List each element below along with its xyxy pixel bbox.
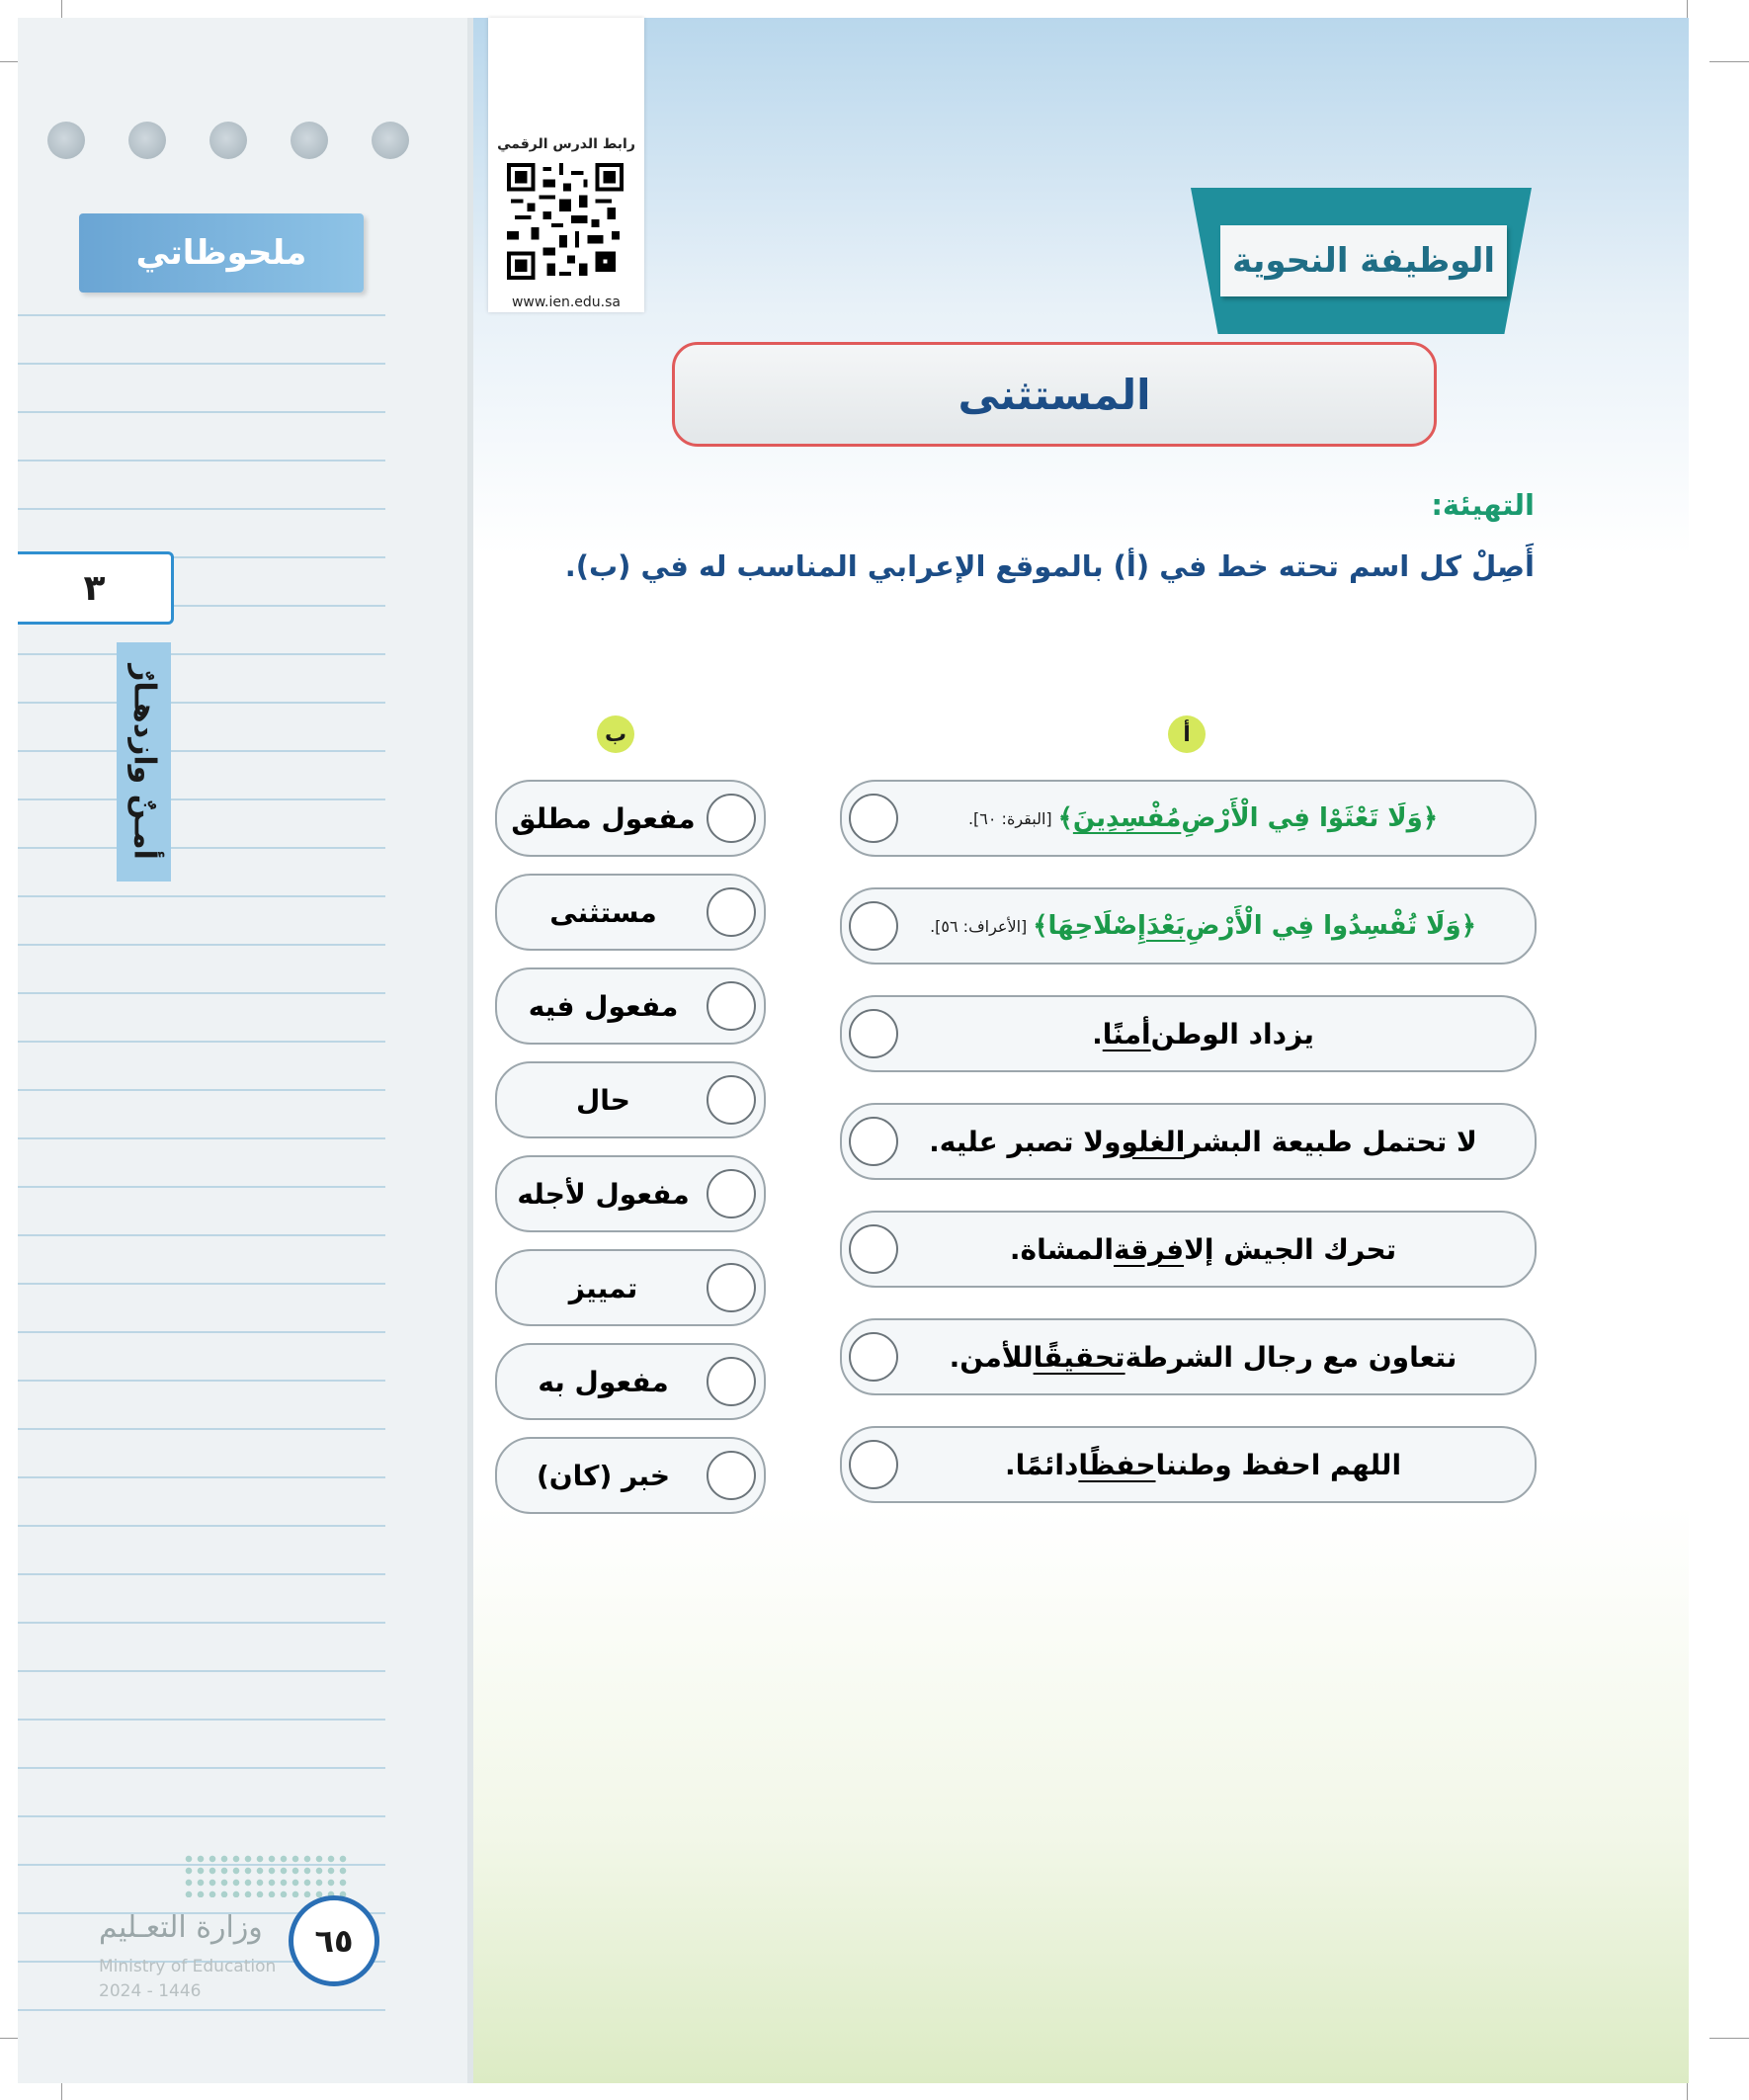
column-b-item[interactable] (495, 1061, 766, 1138)
ruled-line (18, 1186, 385, 1188)
ruled-line (18, 992, 385, 994)
match-circle[interactable] (849, 1009, 898, 1058)
sentence-after: إِصْلَاحِهَا﴾ (1033, 911, 1146, 941)
column-b-label: مفعول لأجله (517, 1177, 690, 1211)
ruled-line (18, 1041, 385, 1043)
ruled-line (18, 411, 385, 413)
match-circle[interactable] (849, 1117, 898, 1166)
unit-ribbon (117, 642, 171, 882)
ministry-name-ar: وزارة التعـليم (99, 1910, 263, 1945)
underlined-word: حفظًا (1078, 1448, 1156, 1481)
column-a-text (911, 1213, 1495, 1286)
sentence-after: للأمن. (949, 1340, 1034, 1374)
unit-number: ٣ (18, 551, 174, 625)
ruled-line (18, 1331, 385, 1333)
ruled-line (18, 1283, 385, 1285)
match-circle[interactable] (849, 901, 898, 951)
column-a-item[interactable] (840, 1426, 1537, 1503)
column-a-item[interactable] (840, 1211, 1537, 1288)
column-a-item[interactable] (840, 887, 1537, 965)
unit-title: أمـنٌ وازدهـارٌ (126, 664, 161, 860)
lesson-title: المستثنى (672, 342, 1437, 447)
match-circle[interactable] (707, 1451, 756, 1500)
ruled-line (18, 1815, 385, 1817)
ruled-line (18, 1137, 385, 1139)
binder-hole (47, 122, 85, 159)
qr-code-icon[interactable] (507, 158, 624, 285)
ruled-line (18, 1719, 385, 1721)
section-banner (1191, 188, 1532, 334)
match-circle[interactable] (707, 1357, 756, 1406)
column-b-item[interactable] (495, 1437, 766, 1514)
ruled-line (18, 314, 385, 316)
column-a-text (911, 1428, 1495, 1501)
underlined-word: الغلو (1121, 1125, 1186, 1158)
sentence-before: اللهم احفظ وطننا (1155, 1448, 1402, 1481)
ruled-line (18, 1670, 385, 1672)
ruled-line (18, 1234, 385, 1236)
binder-hole (209, 122, 247, 159)
underlined-word: مُفْسِدِينَ (1072, 803, 1182, 833)
column-a-text (911, 1105, 1495, 1178)
column-b-label: حال (576, 1083, 630, 1117)
match-circle[interactable] (707, 887, 756, 937)
underlined-word: أمنًا (1102, 1017, 1151, 1050)
exercise-instruction: أَصِلْ كل اسم تحته خط في (أ) بالموقع الإعرابي المناسب له في (ب). (564, 549, 1535, 583)
column-b-label: ب (597, 715, 634, 753)
column-a-text (911, 782, 1495, 855)
sentence-before: ﴿وَلَا تَعْثَوْا فِي الْأَرْضِ (1181, 803, 1439, 833)
underlined-word: تحقيقًا (1033, 1340, 1125, 1374)
ruled-line (18, 1573, 385, 1575)
qr-card[interactable] (488, 18, 644, 312)
underlined-word: بَعْدَ (1145, 911, 1186, 941)
sentence-after: ﴾ (1057, 803, 1073, 833)
ruled-line (18, 508, 385, 510)
edition-year: 2024 - 1446 (99, 1981, 202, 2001)
ruled-line (18, 1380, 385, 1382)
ruled-line (18, 363, 385, 365)
ruled-line (18, 798, 385, 800)
column-b-item[interactable] (495, 874, 766, 951)
binder-hole (128, 122, 166, 159)
warmup-label: التهيئة: (1431, 488, 1535, 522)
sentence-before: لا تحتمل طبيعة البشر (1185, 1125, 1477, 1158)
ministry-name-en: Ministry of Education (99, 1957, 277, 1976)
verse-reference: [الأعراف: ٥٦]. (930, 916, 1028, 936)
match-circle[interactable] (707, 1075, 756, 1125)
column-b-label: مستثنى (549, 895, 657, 929)
notes-tab: ملحوظاتي (79, 213, 364, 293)
ruled-line (18, 944, 385, 946)
verse-reference: [البقرة: ٦٠]. (967, 808, 1052, 828)
match-circle[interactable] (849, 794, 898, 843)
ruled-line (18, 1476, 385, 1478)
underlined-word: فرقة (1113, 1232, 1185, 1266)
column-b-label: مفعول مطلق (511, 801, 696, 835)
column-b-item[interactable] (495, 780, 766, 857)
ruled-line (18, 1622, 385, 1624)
column-b-label: مفعول فيه (528, 989, 679, 1023)
binder-hole (372, 122, 409, 159)
match-circle[interactable] (707, 981, 756, 1031)
column-a-item[interactable] (840, 1103, 1537, 1180)
column-b-label: خبر (كان) (536, 1459, 671, 1492)
sentence-before: ﴿وَلَا تُفْسِدُوا فِي الْأَرْضِ (1185, 911, 1476, 941)
column-b-item[interactable] (495, 1249, 766, 1326)
ruled-line (18, 847, 385, 849)
ministry-dots-icon (183, 1853, 351, 1897)
sentence-before: تحرك الجيش إلا (1184, 1232, 1397, 1266)
binder-hole (291, 122, 328, 159)
ruled-line (18, 1767, 385, 1769)
ruled-line (18, 1428, 385, 1430)
ruled-line (18, 460, 385, 462)
column-b-item[interactable] (495, 967, 766, 1045)
match-circle[interactable] (707, 1263, 756, 1312)
sentence-after: . (1092, 1017, 1103, 1050)
column-b-item[interactable] (495, 1343, 766, 1420)
match-circle[interactable] (849, 1224, 898, 1274)
column-b-label: مفعول به (538, 1365, 669, 1398)
sentence-after: المشاة. (1009, 1232, 1114, 1266)
ruled-line (18, 1525, 385, 1527)
column-a-text (911, 1320, 1495, 1393)
sentence-before: نتعاون مع رجال الشرطة (1124, 1340, 1458, 1374)
column-a-text (911, 889, 1495, 963)
match-circle[interactable] (707, 1169, 756, 1218)
notes-sidebar (18, 18, 473, 2083)
match-circle[interactable] (849, 1332, 898, 1382)
ruled-line (18, 653, 385, 655)
match-circle[interactable] (849, 1440, 898, 1489)
sentence-before: يزداد الوطن (1150, 1017, 1314, 1050)
match-circle[interactable] (707, 794, 756, 843)
qr-label: رابط الدرس الرقمي (497, 136, 635, 152)
ruled-line (18, 702, 385, 704)
section-title: الوظيفة النحوية (1220, 225, 1507, 296)
page-number: ٦٥ (289, 1895, 379, 1986)
column-b-label: تمييز (568, 1271, 638, 1304)
column-a-label: أ (1168, 715, 1206, 753)
column-a-item[interactable] (840, 1318, 1537, 1395)
ruled-line (18, 895, 385, 897)
sentence-after: ولا تصبر عليه. (929, 1125, 1122, 1158)
column-b-item[interactable] (495, 1155, 766, 1232)
column-a-item[interactable] (840, 995, 1537, 1072)
qr-url[interactable]: www.ien.edu.sa (511, 294, 622, 310)
ruled-line (18, 750, 385, 752)
ruled-line (18, 1089, 385, 1091)
column-a-item[interactable] (840, 780, 1537, 857)
sentence-after: دائمًا. (1004, 1448, 1079, 1481)
column-a-text (911, 997, 1495, 1070)
